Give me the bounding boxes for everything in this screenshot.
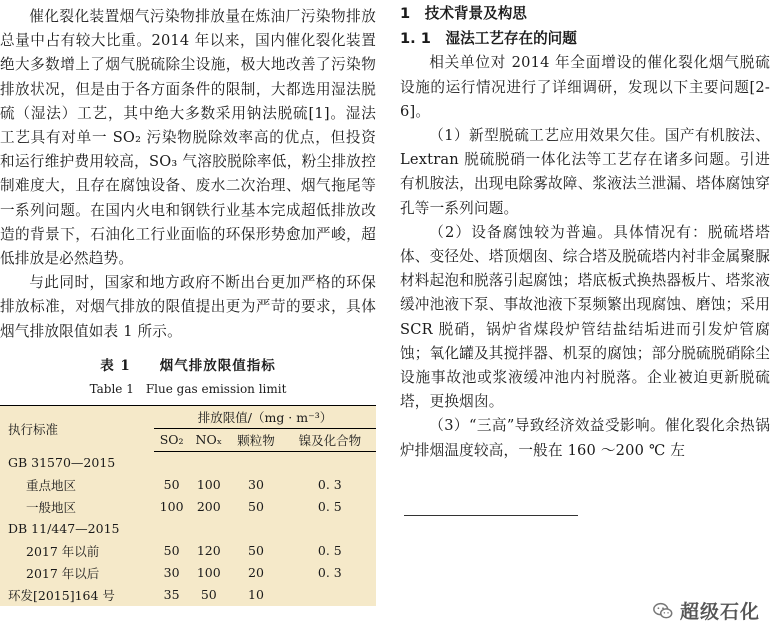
cell-nox: 120 [196,543,221,559]
right-column [400,0,770,463]
cell-so2: 50 [163,543,180,559]
wechat-icon [652,600,674,622]
cell-particulate: 30 [248,477,264,493]
cell-nox [189,451,228,474]
cell-nox: 100 [196,477,221,493]
cell-so2 [154,518,189,540]
standards-paragraph: 与此同时，国家和地方政府不断出台更加严格的环保排放标准，对烟气排放的限值提出更为严苛的要求，具体烟气排放限值如表 1 所示。 [0,274,376,340]
cell-so2: 50 [163,477,180,493]
table-row [0,562,376,584]
row-label: 2017 年以前 [26,543,100,559]
cell-nox [189,518,228,540]
survey-paragraph: 相关单位对 2014 年全面增设的催化裂化烟气脱硫设施的运行情况进行了详细调研，发现以下主要问题[2-6]。 [400,54,770,120]
cell-particulate: 10 [248,587,264,603]
left-column [0,0,376,606]
cell-particulate: 50 [248,543,264,559]
row-label: GB 31570—2015 [8,455,116,471]
row-label: 2017 年以后 [26,565,100,581]
cell-nickel: 0. 3 [317,477,342,493]
table-caption-cn: 表 1 烟气排放限值指标 [100,357,276,374]
cell-particulate: 50 [248,499,264,515]
table-row [0,584,376,606]
cell-particulate [228,451,283,474]
row-label: 一般地区 [26,499,77,515]
cell-particulate: 20 [248,565,264,581]
column-header-standard: 执行标准 [0,405,154,451]
cell-nickel: 0. 5 [317,543,342,559]
cell-nickel [284,451,376,474]
table-row [0,496,376,518]
cell-nickel: 0. 3 [317,565,342,581]
cell-so2: 100 [159,499,184,515]
cell-nickel [284,584,376,606]
cell-nox: 100 [196,565,221,581]
table-row [0,518,376,540]
cell-so2: 35 [163,587,180,603]
table-row [0,451,376,474]
subsection-title: 1. 1 湿法工艺存在的问题 [400,30,577,48]
issue-2-paragraph: （2）设备腐蚀较为普遍。具体情况有：脱硫塔塔体、变径处、塔顶烟囱、综合塔及脱硫塔内衬非金属聚脲材料起泡和脱落引起腐蚀；塔底板式换热器板片、塔浆液缓冲池液下泵、事故池液下泵频繁出现腐蚀、磨蚀；采用 SCR 脱硝，锅炉省煤段炉管结盐结垢进而引发炉管腐蚀；氧化罐及其搅拌器、机泵的腐蚀；部分脱硫脱硝除尘设施事故池或浆液缓冲池内衬脱落。企业被迫更新脱硫塔，更换烟囱。 [400,223,770,411]
watermark-text: 超级石化 [679,601,760,623]
column-header-particulate: 颗粒物 [228,428,283,451]
intro-paragraph: 催化裂化装置烟气污染物排放量在炼油厂污染物排放总量中占有较大比重。2014 年以来，国内催化裂化装置绝大多数增上了烟气脱硫除尘设施，极大地改善了污染物排放状况，但是由于各方面条件的限制，大都选用湿法脱硫（湿法）工艺，其中绝大多数采用钠法脱硫[1]。湿法工艺具有对单一 SO₂ 污染物脱除效率高的优点，但投资和运行维护费用较高，SO₃ 气溶胶脱除率低，粉尘排放控制难度大，且存在腐蚀设备、废水二次治理、烟气拖尾等一系列问题。在国内火电和钢铁行业基本完成超低排放改造的背景下，石油化工行业面临的环保形势愈加严峻，超低排放是必然趋势。 [0,8,376,268]
row-label: 重点地区 [26,477,77,493]
issue-1-paragraph: （1）新型脱硫工艺应用效果欠佳。国产有机胺法、Lextran 脱硫脱硝一体化法等工艺存在诸多问题。引进有机胺法，出现电除雾故障、浆液法兰泄漏、塔体腐蚀穿孔等一系列问题。 [400,127,770,217]
footnote-divider [404,515,578,516]
column-header-so2: SO₂ [154,428,189,451]
row-label: DB 11/447—2015 [8,521,120,537]
cell-so2: 30 [163,565,180,581]
watermark [652,597,760,624]
column-header-nickel: 镍及化合物 [284,428,376,451]
table-row [0,474,376,496]
emission-limit-table [0,405,376,606]
column-header-nox: NOₓ [189,428,228,451]
column-header-limit-group: 排放限值/（mg · m⁻³） [154,405,376,428]
cell-nox: 200 [196,499,221,515]
cell-nox: 50 [200,587,217,603]
cell-nickel: 0. 5 [317,499,342,515]
section-title: 1 技术背景及构思 [400,5,527,22]
issue-3-paragraph: （3）“三高”导致经济效益受影响。催化裂化余热锅炉排烟温度较高，一般在 160 ～200 ℃ 左 [400,417,770,459]
row-label: 环发[2015]164 号 [8,587,115,603]
table-row [0,540,376,562]
cell-particulate [228,518,283,540]
cell-nickel [284,518,376,540]
table-caption-en: Table 1 Flue gas emission limit [89,381,287,396]
cell-so2 [154,451,189,474]
